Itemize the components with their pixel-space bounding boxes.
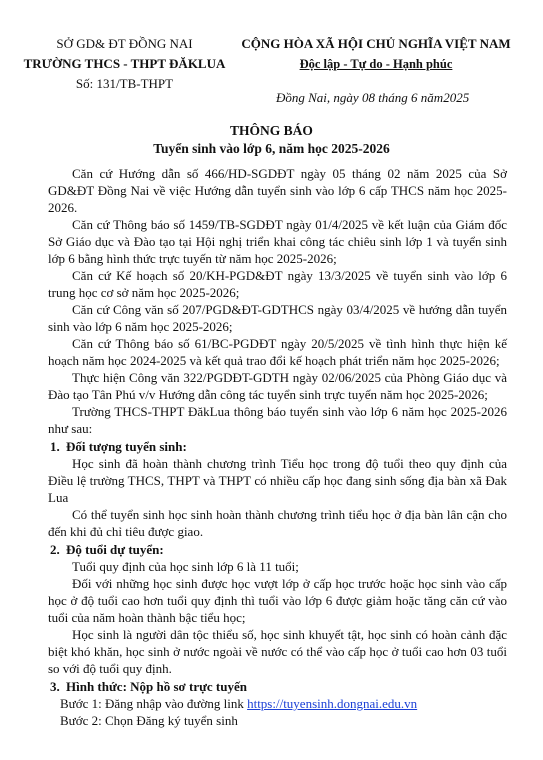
section-number: 2. — [50, 542, 60, 557]
title-sub: Tuyển sinh vào lớp 6, năm học 2025-2026 — [153, 141, 390, 156]
section-title: Độ tuổi dự tuyển: — [66, 542, 164, 557]
paragraph: Căn cứ Thông báo số 61/BC-PGDĐT ngày 20/5/2025 về tình hình thực hiện kế hoạch năm học 2024-2025 và kết quả trao đổi kế hoạch phát triển năm học 2025-2026; — [48, 336, 507, 368]
paragraph: Căn cứ Hướng dẫn số 466/HD-SGDĐT ngày 05 tháng 02 năm 2025 của Sở GD&ĐT Đồng Nai về việc Hướng dẫn tuyển sinh vào lớp 6 cấp THCS năm học 2025-2026. — [48, 166, 507, 215]
document-date: Đồng Nai, ngày 08 tháng 6 năm2025 — [276, 90, 470, 105]
paragraph: Học sinh đã hoàn thành chương trình Tiểu học trong độ tuổi theo quy định của Điều lệ trường THCS, THPT và THPT có nhiều cấp học đang sinh sống địa bàn xã Đak Lua — [48, 456, 507, 505]
section-number: 1. — [50, 439, 60, 454]
header-left — [22, 34, 227, 94]
title-main: THÔNG BÁO — [230, 123, 313, 138]
section-title: Hình thức: Nộp hồ sơ trực tuyến — [66, 679, 247, 694]
step-2: Bước 2: Chọn Đăng ký tuyển sinh — [60, 713, 238, 728]
section-heading — [48, 678, 507, 695]
paragraph: Học sinh là người dân tộc thiểu số, học sinh khuyết tật, học sinh có hoàn cảnh đặc biệt khó khăn, học sinh ở nước ngoài về nước có thể vào cấp học ở tuổi cao hơn 03 tuổi so với độ tuổi quy định. — [48, 627, 507, 676]
paragraph: Trường THCS-THPT ĐăkLua thông báo tuyển sinh vào lớp 6 năm học 2025-2026 như sau: — [48, 404, 507, 436]
header-right — [226, 34, 526, 74]
school-name: TRƯỜNG THCS - THPT ĐĂKLUA — [23, 56, 226, 71]
department-name: SỞ GD& ĐT ĐỒNG NAI — [56, 36, 193, 51]
paragraph: Căn cứ Thông báo số 1459/TB-SGDĐT ngày 01/4/2025 về kết luận của Giám đốc Sở Giáo dục và Đào tạo tại Hội nghị triển khai công tác chiêu sinh lớp 1 và tuyển sinh lớp 6 bằng hình thức trực tuyến từ năm học 2025-2026; — [48, 217, 507, 266]
paragraph: Tuổi quy định của học sinh lớp 6 là 11 tuổi; — [72, 559, 299, 574]
paragraph: Căn cứ Kế hoạch số 20/KH-PGD&ĐT ngày 13/3/2025 về tuyển sinh vào lớp 6 trung học cơ sở năm học 2025-2026; — [48, 268, 507, 300]
section-title: Đối tượng tuyển sinh: — [66, 439, 187, 454]
nation-name: CỘNG HÒA XÃ HỘI CHỦ NGHĨA VIỆT NAM — [241, 36, 511, 51]
paragraph: Căn cứ Công văn số 207/PGD&ĐT-GDTHCS ngày 03/4/2025 về hướng dẫn tuyển sinh vào lớp 6 năm học 2025-2026; — [48, 302, 507, 334]
document-title — [0, 122, 543, 158]
document-body — [48, 165, 507, 729]
step-1-text: Bước 1: Đăng nhập vào đường link — [60, 696, 248, 711]
step-1 — [48, 695, 507, 712]
registration-link[interactable]: https://tuyensinh.dongnai.edu.vn — [247, 696, 418, 711]
paragraph: Thực hiện Công văn 322/PGDĐT-GDTH ngày 02/06/2025 của Phòng Giáo dục và Đào tạo Tân Phú v/v Hướng dẫn công tác tuyển sinh trực tuyến năm học 2025-2026; — [48, 370, 507, 402]
section-heading — [48, 541, 507, 558]
document-number: Số: 131/TB-THPT — [75, 76, 174, 91]
paragraph: Đối với những học sinh được học vượt lớp ở cấp học trước hoặc học sinh vào cấp học ở độ tuổi cao hơn tuổi quy định thì tuổi vào lớp 6 được giảm hoặc tăng căn cứ vào tuổi của năm hoàn thành bậc tiểu học; — [48, 576, 507, 625]
national-motto: Độc lập - Tự do - Hạnh phúc — [299, 57, 453, 71]
paragraph: Có thể tuyển sinh học sinh hoàn thành chương trình tiểu học ở địa bàn lân cận cho đến khi đủ chỉ tiêu được giao. — [48, 507, 507, 539]
section-heading — [48, 438, 507, 455]
section-number: 3. — [50, 679, 60, 694]
